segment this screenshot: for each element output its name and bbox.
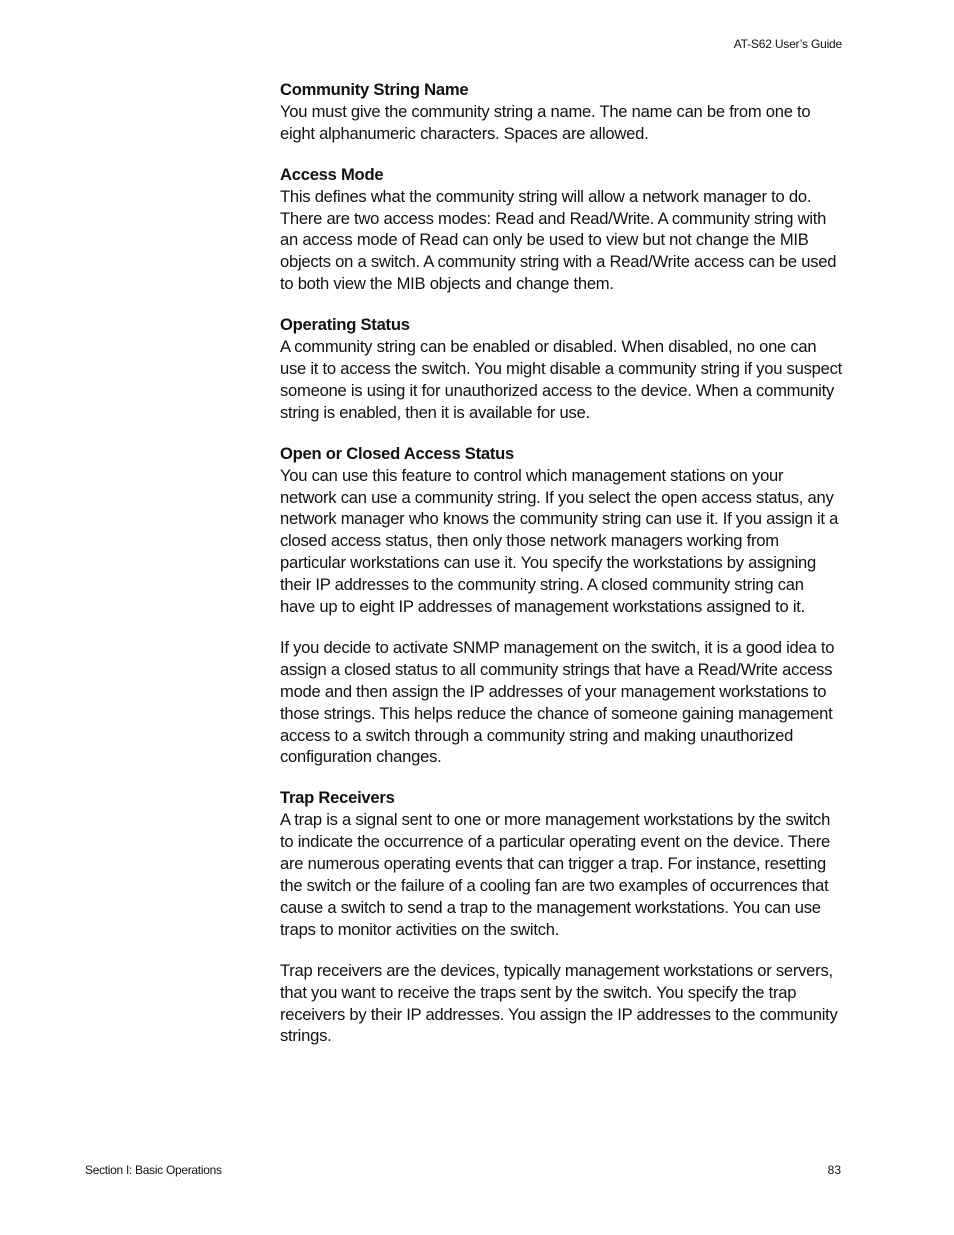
section-open-closed-access-status	[280, 443, 842, 769]
section-access-mode	[280, 164, 842, 295]
section-operating-status	[280, 314, 842, 424]
section-heading: Access Mode	[280, 164, 384, 184]
section-trap-receivers	[280, 787, 842, 1047]
paragraph: A community string can be enabled or disabled. When disabled, no one can use it to access the switch. You might disable a community string if you suspect someone is using it for unauthorized access to the device. When a community string is enabled, then it is available for use.	[280, 337, 842, 422]
running-header: AT-S62 User’s Guide	[733, 37, 842, 51]
footer-section-label: Section I: Basic Operations	[85, 1163, 222, 1177]
paragraph: This defines what the community string will allow a network manager to do. There are two access modes: Read and Read/Write. A community string with an access mode of Read can only be used to view but not change the MIB objects on a switch. A community string with a Read/Write access can be used to both view the MIB objects and change them.	[280, 186, 837, 294]
page-number: 83	[827, 1163, 841, 1177]
body-column	[280, 79, 842, 1066]
paragraph: You must give the community string a name. The name can be from one to eight alphanumeric characters. Spaces are allowed.	[280, 101, 811, 143]
section-community-string-name	[280, 79, 842, 145]
section-heading: Trap Receivers	[280, 788, 395, 808]
section-heading: Operating Status	[280, 315, 410, 335]
paragraph: A trap is a signal sent to one or more management workstations by the switch to indicate the occurrence of a particular operating event on the device. There are numerous operating events that can trigger a trap. For instance, resetting the switch or the failure of a cooling fan are two examples of occurrences that cause a switch to send a trap to the management workstations. You can use traps to monitor activities on the switch.	[280, 810, 831, 939]
section-heading: Community String Name	[280, 80, 469, 99]
section-heading: Open or Closed Access Status	[280, 443, 514, 463]
paragraph: You can use this feature to control which management stations on your network can use a community string. If you select the open access status, any network manager who knows the community string can use it. If you assign it a closed access status, then only those network managers working from particular workstations can use it. You specify the workstations by assigning their IP addresses to the community string. A closed community string can have up to eight IP addresses of management workstations assigned to it.	[280, 465, 839, 617]
paragraph: If you decide to activate SNMP management on the switch, it is a good idea to assign a closed status to all community strings that have a Read/Write access mode and then assign the IP addresses of your management workstations to those strings. This helps reduce the chance of someone gaining management access to a switch through a community string and making unauthorized configuration changes.	[280, 637, 835, 767]
paragraph: Trap receivers are the devices, typically management workstations or servers, that you want to receive the traps sent by the switch. You specify the trap receivers by their IP addresses. You assign the IP addresses to the community strings.	[280, 960, 838, 1046]
